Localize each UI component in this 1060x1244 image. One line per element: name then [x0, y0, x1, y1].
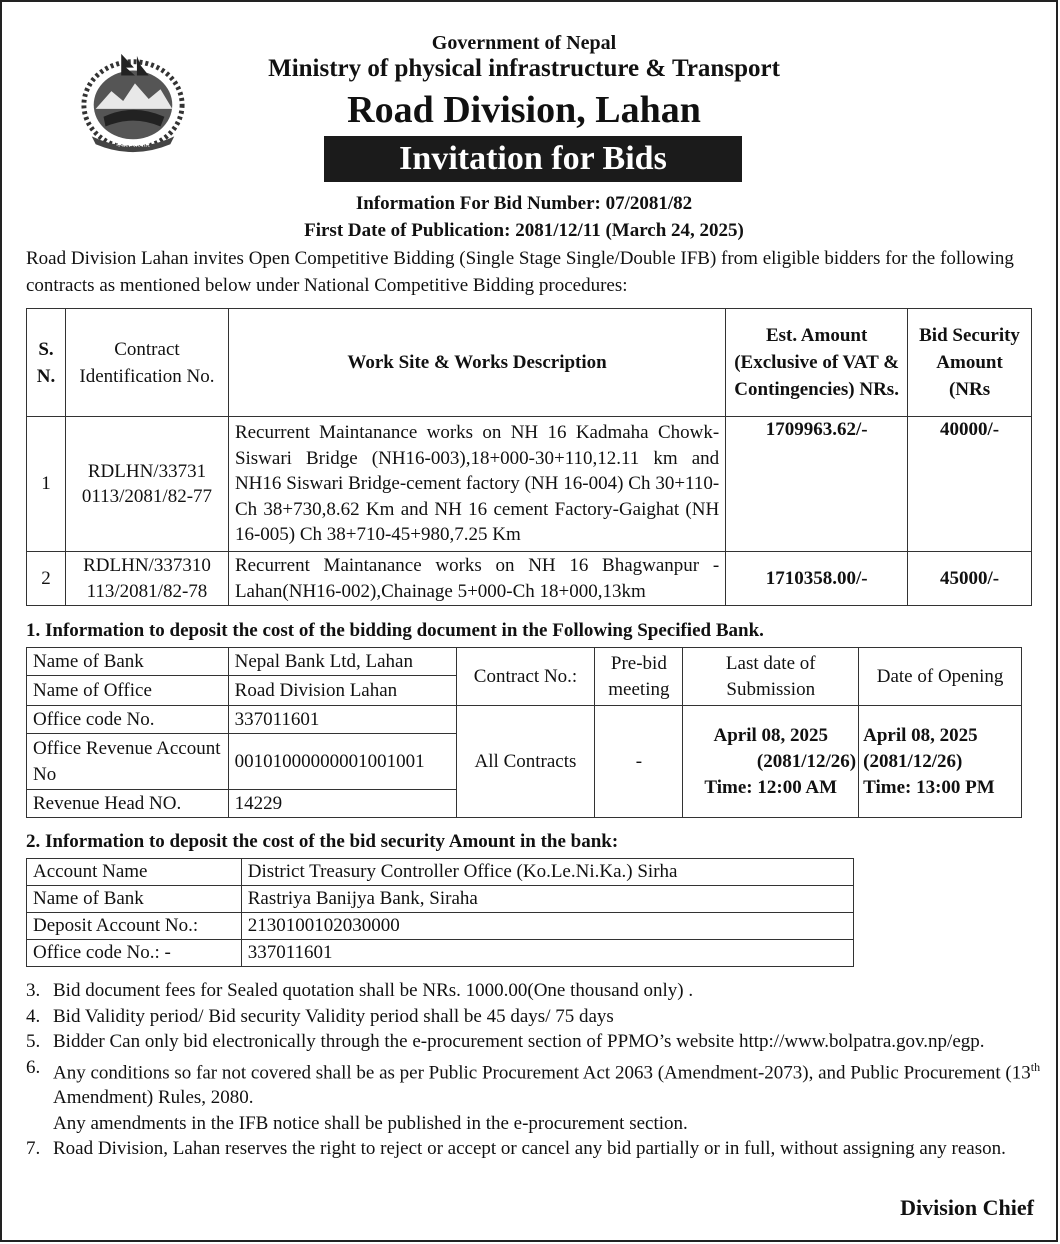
- security-row: [27, 886, 854, 913]
- note-number: 7.: [26, 1138, 41, 1160]
- security-label: Name of Bank: [27, 886, 242, 913]
- note-text: Road Division, Lahan reserves the right to reject or accept or cancel any bid partially or in full, without assigning any reason.: [53, 1138, 1006, 1160]
- cell-sn: 2: [27, 552, 66, 606]
- section-2-title: 2. Information to deposit the cost of the bid security Amount in the bank:: [26, 831, 619, 852]
- cell-description: Recurrent Maintanance works on NH 16 Kadmaha Chowk-Siswari Bridge (NH16-003),18+000-30+110,12.11 km and NH16 Siswari Bridge-cement factory (NH 16-004) Ch 30+110-Ch 38+730,8.62 Km and NH 16 cement Factory-Gaighat (NH 16-005) Ch 38+710-45+980,7.25 Km: [228, 417, 725, 552]
- note-number: 4.: [26, 1005, 41, 1027]
- government-title: Government of Nepal: [431, 32, 617, 54]
- cell-bid-security: 45000/-: [908, 552, 1032, 606]
- cell-contract-id: RDLHN/33731 0113/2081/82-77: [65, 417, 228, 552]
- bid-security-bank-table: [26, 858, 854, 967]
- header-sn: S. N.: [27, 309, 66, 417]
- contracts-header-row: [27, 309, 1032, 417]
- bid-number-line: [2, 193, 1046, 215]
- bank-row: [27, 706, 1022, 734]
- security-row: [27, 913, 854, 940]
- cell-est-amount: 1709963.62/-: [726, 417, 908, 552]
- bank-label: Revenue Head NO.: [27, 790, 229, 818]
- bid-number-label: Information For Bid Number: [355, 193, 595, 214]
- security-label: Account Name: [27, 859, 242, 886]
- bidding-document-bank-table: [26, 647, 1022, 818]
- cell-sn: 1: [27, 417, 66, 552]
- header-bid-security: Bid Security Amount (NRs: [908, 309, 1032, 417]
- header-description: Work Site & Works Description: [228, 309, 725, 417]
- note-item: [26, 1004, 1042, 1030]
- last-date-cell: [683, 706, 859, 818]
- cell-bid-security: 40000/-: [908, 417, 1032, 552]
- last-date-header: Last date of Submission: [683, 648, 859, 706]
- note-item: [26, 1136, 1042, 1162]
- last-date: April 08, 2025: [713, 724, 829, 746]
- note-item: [26, 1055, 1042, 1137]
- security-value: District Treasury Controller Office (Ko.Le.Ni.Ka.) Sirha: [241, 859, 853, 886]
- opening-time: Time: 13:00 PM: [863, 776, 995, 798]
- bank-value: 337011601: [228, 706, 456, 734]
- cell-contract-id: RDLHN/337310 113/2081/82-78: [65, 552, 228, 606]
- note-text: Bidder Can only bid electronically through the e-procurement section of PPMO’s website http://www.bolpatra.gov.np/egp.: [53, 1031, 985, 1052]
- bank-value: Nepal Bank Ltd, Lahan: [228, 648, 456, 676]
- note-text-part: Any conditions so far not covered shall be as per Public Procurement Act 2063 (Amendment-2073), and Public Procurement (13: [53, 1061, 1031, 1083]
- bank-value: 14229: [228, 790, 456, 818]
- notes-list: [26, 978, 1042, 1162]
- bid-number-value: : 07/2081/82: [594, 193, 693, 214]
- note-text: Bid document fees for Sealed quotation shall be NRs. 1000.00(One thousand only) .: [53, 980, 694, 1001]
- contracts-table: [26, 308, 1032, 606]
- opening-date-cell: [859, 706, 1022, 818]
- bank-row: [27, 648, 1022, 676]
- publication-label: First Date of Publication: [304, 220, 505, 241]
- contract-no-header: Contract No.:: [456, 648, 595, 706]
- opening-header: Date of Opening: [859, 648, 1022, 706]
- cell-est-amount: 1710358.00/-: [726, 552, 908, 606]
- note-item: [26, 1029, 1042, 1055]
- note-text: [53, 1055, 1042, 1111]
- opening-date-bs: (2081/12/26): [863, 750, 963, 772]
- intro-paragraph: Road Division Lahan invites Open Competitive Bidding (Single Stage Single/Double IFB) from eligible bidders for the following contracts as mentioned below under National Competitive Bidding procedures:: [26, 248, 1014, 296]
- division-title: Road Division, Lahan: [347, 89, 701, 131]
- header-contract-id: Contract Identification No.: [65, 309, 228, 417]
- security-value: 2130100102030000: [241, 913, 853, 940]
- table-row: [27, 417, 1032, 552]
- section-1-title: 1. Information to deposit the cost of the bidding document in the Following Specified Bank.: [26, 620, 764, 641]
- security-value: 337011601: [241, 940, 853, 967]
- note-text-part: Amendment) Rules, 2080.: [53, 1087, 254, 1109]
- note-number: 5.: [26, 1031, 41, 1052]
- last-date-bs: (2081/12/26): [756, 750, 857, 772]
- bank-label: Office code No.: [27, 706, 229, 734]
- note-number: 3.: [26, 980, 41, 1001]
- opening-date: April 08, 2025: [863, 724, 978, 746]
- bank-label: Name of Bank: [27, 648, 229, 676]
- security-row: [27, 940, 854, 967]
- note-superscript: th: [1030, 1059, 1041, 1074]
- security-label: Office code No.: -: [27, 940, 242, 967]
- publication-value: : 2081/12/11 (March 24, 2025): [504, 220, 744, 241]
- prebid-value: -: [595, 706, 683, 818]
- security-value: Rastriya Banijya Bank, Siraha: [241, 886, 853, 913]
- bank-label: Office Revenue Account No: [27, 734, 229, 790]
- cell-description: Recurrent Maintanance works on NH 16 Bhagwanpur - Lahan(NH16-002),Chainage 5+000-Ch 18+000,13km: [228, 552, 725, 606]
- contract-no-value: All Contracts: [456, 706, 595, 818]
- header-est-amount: Est. Amount (Exclusive of VAT & Contingencies) NRs.: [726, 309, 908, 417]
- bank-value: 00101000000001001001: [228, 734, 456, 790]
- note-number: 6.: [26, 1056, 41, 1078]
- page-title: Invitation for Bids: [324, 136, 742, 182]
- security-row: [27, 859, 854, 886]
- emblem-text: नेपाल सरकार: [116, 141, 150, 150]
- security-label: Deposit Account No.:: [27, 913, 242, 940]
- publication-line: [2, 220, 1046, 242]
- bank-label: Name of Office: [27, 676, 229, 706]
- prebid-header: Pre-bid meeting: [595, 648, 683, 706]
- table-row: [27, 552, 1032, 606]
- bank-value: Road Division Lahan: [228, 676, 456, 706]
- signature: Division Chief: [900, 1195, 1034, 1220]
- note-text: Bid Validity period/ Bid security Validity period shall be 45 days/ 75 days: [53, 1005, 614, 1027]
- note-amendment-text: Any amendments in the IFB notice shall be published in the e-procurement section.: [53, 1112, 688, 1134]
- last-time: Time: 12:00 AM: [704, 776, 838, 798]
- note-item: [26, 978, 1042, 1004]
- ministry-title: Ministry of physical infrastructure & Transport: [268, 55, 780, 82]
